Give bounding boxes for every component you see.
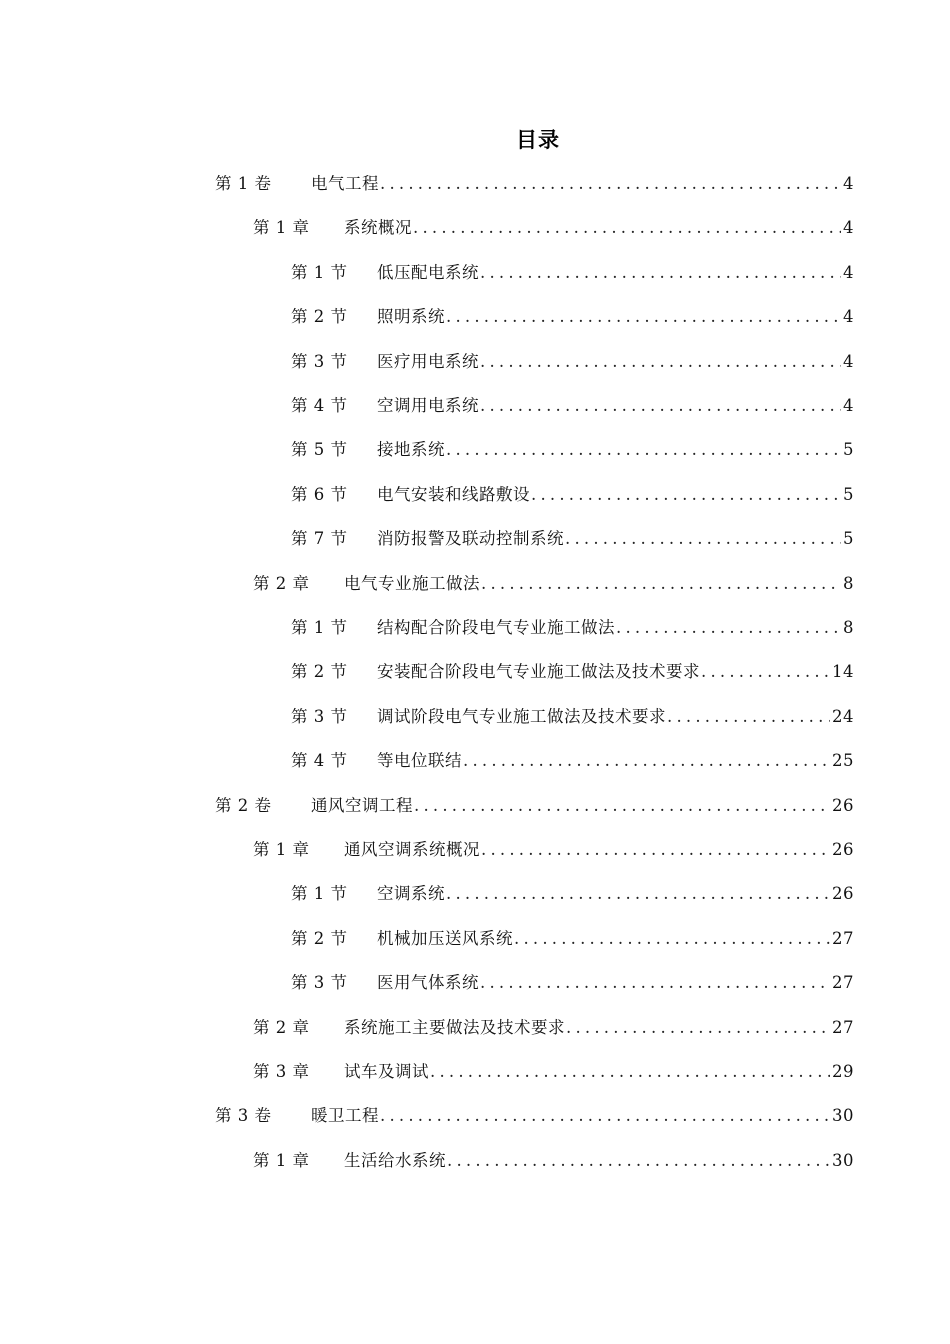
toc-entry-number: 第 1 节	[291, 618, 348, 637]
dot-leader	[514, 925, 830, 953]
toc-heading: 目录	[516, 128, 560, 152]
toc-entry-number: 第 3 节	[291, 973, 348, 993]
toc-entry-number: 第 6 节	[291, 484, 348, 504]
toc-entry-page-number: 5	[843, 529, 854, 549]
dot-leader	[413, 214, 841, 242]
toc-entry[interactable]	[215, 1102, 854, 1130]
toc-entry-title: 空调系统	[377, 884, 445, 904]
toc-entry-title: 医用气体系统	[377, 973, 479, 993]
dot-leader	[446, 303, 841, 331]
toc-entry-title: 低压配电系统	[377, 262, 479, 282]
dot-leader	[430, 1058, 830, 1086]
toc-entry-number: 第 5 节	[291, 440, 348, 460]
toc-entry-page-number: 4	[843, 307, 854, 327]
toc-entry-title: 等电位联结	[377, 751, 462, 771]
dot-leader	[480, 259, 841, 287]
toc-entry-number: 第 4 节	[291, 396, 348, 415]
dot-leader	[616, 614, 841, 642]
toc-entry-page-number: 30	[832, 1150, 854, 1170]
toc-entry-number: 第 1 章	[253, 218, 310, 238]
toc-entry-page-number: 4	[843, 174, 854, 193]
toc-entry-page-number: 4	[843, 351, 854, 371]
toc-entry-number: 第 2 节	[291, 307, 348, 327]
toc-entry[interactable]	[253, 214, 854, 242]
toc-entry[interactable]	[215, 170, 854, 198]
dot-leader	[481, 836, 830, 864]
toc-entry-page-number: 27	[832, 928, 854, 948]
dot-leader	[414, 792, 830, 820]
toc-entry-number: 第 1 节	[291, 262, 348, 282]
toc-entry[interactable]	[291, 348, 854, 376]
toc-entry-title: 系统施工主要做法及技术要求	[344, 1017, 565, 1037]
toc-entry-page-number: 26	[832, 840, 854, 859]
toc-entry-title: 照明系统	[377, 307, 445, 327]
dot-leader	[667, 703, 830, 731]
toc-entry[interactable]	[291, 481, 854, 509]
toc-entry[interactable]	[253, 570, 854, 598]
toc-entry-page-number: 26	[832, 795, 854, 815]
toc-entry[interactable]	[291, 703, 854, 731]
toc-entry-page-number: 27	[832, 973, 854, 993]
toc-entry-number: 第 2 卷	[215, 795, 272, 815]
dot-leader	[447, 1147, 830, 1175]
toc-entry-title: 通风空调系统概况	[344, 840, 480, 859]
toc-entry-number: 第 2 节	[291, 928, 348, 948]
toc-entry-number: 第 2 章	[253, 1017, 310, 1037]
toc-entry-title: 试车及调试	[344, 1062, 429, 1081]
toc-entry-page-number: 8	[843, 573, 854, 593]
toc-entry-page-number: 29	[832, 1062, 854, 1081]
toc-entry-page-number: 4	[843, 396, 854, 415]
toc-entry-page-number: 5	[843, 440, 854, 460]
dot-leader	[701, 658, 830, 686]
toc-entry-title: 接地系统	[377, 440, 445, 460]
toc-entry-number: 第 2 节	[291, 662, 348, 682]
toc-entry[interactable]	[253, 1014, 854, 1042]
toc-entry-title: 结构配合阶段电气专业施工做法	[377, 618, 615, 637]
toc-entry-number: 第 4 节	[291, 751, 348, 771]
toc-entry-page-number: 27	[832, 1017, 854, 1037]
toc-entry-number: 第 1 章	[253, 840, 310, 859]
toc-entry-title: 安装配合阶段电气专业施工做法及技术要求	[377, 662, 700, 682]
toc-entry-number: 第 1 节	[291, 884, 348, 904]
toc-entry-title: 生活给水系统	[344, 1150, 446, 1170]
toc-entry[interactable]	[291, 658, 854, 686]
dot-leader	[380, 170, 841, 198]
dot-leader	[531, 481, 841, 509]
toc-entry-number: 第 3 章	[253, 1062, 310, 1081]
toc-entry-title: 消防报警及联动控制系统	[377, 529, 564, 549]
toc-entry-title: 电气工程	[311, 174, 379, 193]
toc-entry-number: 第 1 章	[253, 1150, 310, 1170]
toc-entry-title: 空调用电系统	[377, 396, 479, 415]
toc-entry[interactable]	[291, 303, 854, 331]
toc-entry-number: 第 7 节	[291, 529, 348, 549]
toc-entry[interactable]	[291, 614, 854, 642]
dot-leader	[481, 570, 841, 598]
toc-entry-title: 电气安装和线路敷设	[377, 484, 530, 504]
toc-entry[interactable]	[253, 836, 854, 864]
toc-entry-page-number: 4	[843, 218, 854, 238]
toc-entry-title: 暖卫工程	[311, 1106, 379, 1126]
toc-entry[interactable]	[253, 1147, 854, 1175]
toc-entry[interactable]	[291, 259, 854, 287]
dot-leader	[565, 525, 841, 553]
toc-entry-number: 第 1 卷	[215, 174, 272, 193]
toc-entry-page-number: 14	[832, 662, 854, 682]
toc-entry-page-number: 30	[832, 1106, 854, 1126]
toc-entry-number: 第 3 节	[291, 351, 348, 371]
toc-entry-number: 第 3 卷	[215, 1106, 272, 1126]
toc-entry[interactable]	[291, 436, 854, 464]
dot-leader	[566, 1014, 830, 1042]
toc-entry[interactable]	[215, 792, 854, 820]
toc-entry-title: 通风空调工程	[311, 795, 413, 815]
toc-entry[interactable]	[291, 880, 854, 908]
dot-leader	[480, 969, 830, 997]
dot-leader	[446, 436, 841, 464]
toc-entry[interactable]	[291, 392, 854, 420]
toc-entry-title: 机械加压送风系统	[377, 928, 513, 948]
toc-entry-title: 系统概况	[344, 218, 412, 238]
dot-leader	[480, 348, 841, 376]
toc-entry-number: 第 2 章	[253, 573, 310, 593]
toc-entry[interactable]	[291, 925, 854, 953]
toc-entry-title: 医疗用电系统	[377, 351, 479, 371]
dot-leader	[480, 392, 841, 420]
dot-leader	[446, 880, 830, 908]
toc-entry[interactable]	[291, 747, 854, 775]
toc-entry-page-number: 4	[843, 262, 854, 282]
toc-entry-page-number: 5	[843, 484, 854, 504]
toc-entry-page-number: 8	[843, 618, 854, 637]
toc-entry[interactable]	[291, 969, 854, 997]
toc-entry-page-number: 24	[832, 706, 854, 726]
toc-entry-number: 第 3 节	[291, 706, 348, 726]
toc-entry-page-number: 25	[832, 751, 854, 771]
toc-entry-title: 调试阶段电气专业施工做法及技术要求	[377, 706, 666, 726]
dot-leader	[463, 747, 830, 775]
toc-entry[interactable]	[291, 525, 854, 553]
dot-leader	[380, 1102, 830, 1130]
toc-entry-page-number: 26	[832, 884, 854, 904]
toc-entry-title: 电气专业施工做法	[344, 573, 480, 593]
toc-entry[interactable]	[253, 1058, 854, 1086]
